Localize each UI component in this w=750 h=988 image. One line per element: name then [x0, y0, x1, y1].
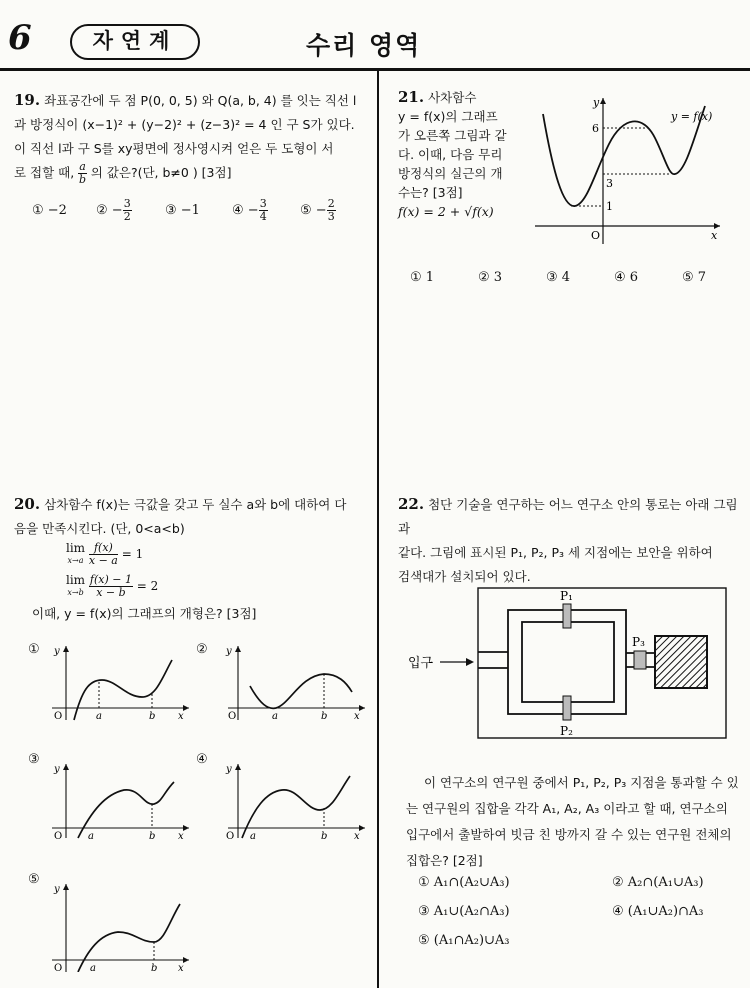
q21-equation: f(x) = 2 + √f(x) [398, 204, 494, 219]
q19-choice-2[interactable]: ② − $\frac{3}{2}$ [96, 197, 131, 223]
q22-line-3: 검색대가 설치되어 있다. [398, 569, 531, 584]
q22-entrance-label: 입구 [408, 656, 434, 671]
q21-curve-label: y = f(x) [671, 110, 713, 123]
q20-limit-2: lim x→b $\frac{f(x) - 1}{x - b}$ = 2 [66, 573, 159, 599]
track-label: 자연계 [92, 29, 178, 53]
q22-number: 22. [398, 495, 425, 513]
q22-p3-label: P₃ [632, 635, 645, 649]
svg-text:a: a [96, 711, 102, 722]
q21-line-1: 21. 사차함수 [398, 88, 477, 106]
q21-line-2: y = f(x)의 그래프 [398, 109, 498, 124]
q19-choice-5[interactable]: ⑤ − $\frac{2}{3}$ [300, 197, 335, 223]
svg-text:a: a [250, 831, 256, 840]
svg-text:a: a [88, 831, 94, 840]
svg-text:b: b [151, 963, 158, 972]
q20-line-1: 20. 삼차함수 f(x)는 극값을 갖고 두 실수 a와 b에 대하여 다 [14, 495, 347, 513]
q19-number: 19. [14, 91, 41, 109]
svg-text:b: b [321, 711, 328, 722]
q21-origin: O [591, 229, 601, 242]
q22-line-2: 같다. 그림에 표시된 P₁, P₂, P₃ 세 지점에는 보안을 위하여 [398, 545, 713, 560]
q21-line-6: 수는? [3점] [398, 185, 463, 200]
q19-choice-3[interactable]: ③ −1 [165, 203, 200, 218]
svg-text:a: a [272, 711, 278, 722]
svg-text:b: b [149, 711, 156, 722]
q20-graph-4[interactable] [220, 760, 370, 840]
svg-text:y: y [54, 646, 60, 657]
q21-graph [525, 92, 725, 252]
q20-graph-1[interactable] [44, 642, 194, 722]
svg-text:O: O [228, 711, 237, 722]
q21-number: 21. [398, 88, 425, 106]
q20-graph-2[interactable] [220, 642, 370, 722]
q20-choice-3[interactable]: ③ [28, 752, 40, 767]
q21-tick-1: 1 [606, 200, 613, 213]
question-20 [14, 492, 372, 541]
q19-line-1 [14, 88, 372, 113]
q19-choice-1[interactable]: ① −2 [32, 203, 67, 218]
q22-choice-2[interactable]: ② A₂∩(A₁∪A₃) [612, 875, 704, 890]
q20-choice-5[interactable]: ⑤ [28, 872, 40, 887]
q22-p1-label: P₁ [560, 589, 573, 603]
header-rule [0, 68, 750, 71]
question-21 [398, 88, 528, 221]
q22-p2-label: P₂ [560, 724, 573, 738]
q21-choice-5[interactable]: ⑤ 7 [682, 270, 707, 285]
q19-line-4 [14, 161, 372, 186]
q19-line-3: 이 직선 l과 구 S를 xy평면에 정사영시켜 얻은 두 도형이 서 [14, 141, 334, 156]
q21-choice-4[interactable]: ④ 6 [614, 270, 639, 285]
q21-choice-3[interactable]: ③ 4 [546, 270, 571, 285]
track-badge [70, 24, 200, 60]
q20-line-3: 이때, y = f(x)의 그래프의 개형은? [3점] [32, 606, 257, 621]
svg-text:y: y [54, 884, 60, 895]
q21-tick-3: 3 [606, 177, 613, 190]
svg-text:y: y [54, 764, 60, 775]
q21-axis-x: x [711, 229, 718, 242]
svg-text:b: b [149, 831, 156, 840]
svg-text:x: x [178, 711, 184, 722]
q21-line-3: 가 오른쪽 그림과 같 [398, 128, 507, 143]
q20-graph-3[interactable] [44, 760, 194, 840]
q20-choice-1[interactable]: ① [28, 642, 40, 657]
q22-choice-5[interactable]: ⑤ (A₁∩A₂)∪A₃ [418, 933, 510, 948]
q21-line-5: 방정식의 실근의 개 [398, 166, 503, 181]
svg-text:x: x [178, 831, 184, 840]
svg-text:b: b [321, 831, 328, 840]
q22-line-1: 22. 첨단 기술을 연구하는 어느 연구소 안의 통로는 아래 그림과 [398, 495, 738, 536]
q21-choice-1[interactable]: ① 1 [410, 270, 435, 285]
svg-text:a: a [90, 963, 96, 972]
svg-text:O: O [226, 831, 235, 840]
q20-line-2: 음을 만족시킨다. (단, 0<a<b) [14, 521, 185, 536]
q22-choice-3[interactable]: ③ A₁∪(A₂∩A₃) [418, 904, 510, 919]
svg-text:y: y [226, 764, 232, 775]
svg-text:O: O [54, 711, 63, 722]
q22-choice-1[interactable]: ① A₁∩(A₂∪A₃) [418, 875, 510, 890]
q21-tick-6: 6 [592, 122, 599, 135]
q22-paragraph: 이 연구소의 연구원 중에서 P₁, P₂, P₃ 지점을 통과할 수 있 는 연구원의 집합을 각각 A₁, A₂, A₃ 이라고 할 때, 연구소의 입구에서 출발하여 빗금 친 방까지 갈 수 있는 연구원 전체의 집합은? [2점] [406, 775, 739, 868]
question-19 [14, 88, 372, 186]
q20-choice-4[interactable]: ④ [196, 752, 208, 767]
q19-fraction: $\frac{a}{b}$ [78, 160, 87, 186]
column-divider [377, 71, 379, 988]
q21-line-4: 다. 이때, 다음 무리 [398, 147, 503, 162]
svg-text:O: O [54, 831, 63, 840]
q22-floor-plan [400, 580, 740, 740]
svg-text:y: y [226, 646, 232, 657]
q19-choice-4[interactable]: ④ − $\frac{3}{4}$ [232, 197, 267, 223]
q22-choice-4[interactable]: ④ (A₁∪A₂)∩A₃ [612, 904, 704, 919]
svg-text:x: x [354, 831, 360, 840]
subject-title: 수리 영역 [306, 31, 422, 60]
q19-text-1: 좌표공간에 두 점 P(0, 0, 5) 와 Q(a, b, 4) 를 잇는 직선 l [44, 93, 357, 108]
question-22 [398, 492, 744, 589]
q20-number: 20. [14, 495, 41, 513]
q21-axis-y: y [593, 96, 600, 109]
q20-graph-5[interactable] [44, 880, 194, 972]
q21-choice-2[interactable]: ② 3 [478, 270, 503, 285]
page-number: 6 [8, 18, 32, 58]
q19-text-4a: 로 접할 때, [14, 165, 75, 180]
q20-choice-2[interactable]: ② [196, 642, 208, 657]
svg-text:O: O [54, 963, 63, 972]
q20-limit-1: lim x→a $\frac{f(x)}{x - a}$ = 1 [66, 541, 144, 567]
page-header [0, 0, 750, 68]
q19-text-4b: 의 값은?(단, b≠0 ) [3점] [90, 165, 232, 180]
q19-line-2: 과 방정식이 (x−1)² + (y−2)² + (z−3)² = 4 인 구 S가 있다. [14, 117, 355, 132]
svg-text:x: x [178, 963, 184, 972]
svg-text:x: x [354, 711, 360, 722]
